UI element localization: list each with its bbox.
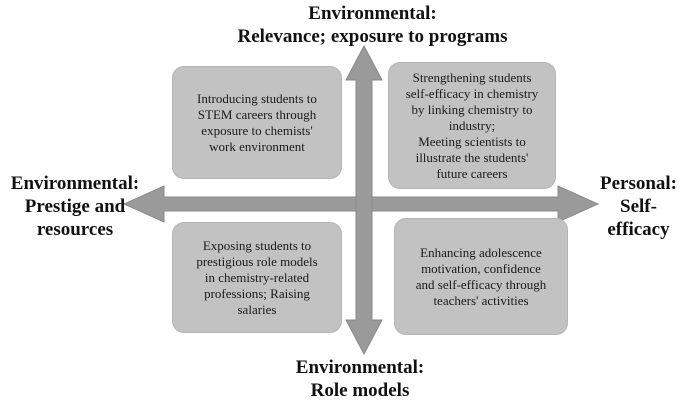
quadrant-box-top-left [172, 66, 342, 179]
box-line: Exposing students to [202, 237, 312, 253]
quadrant-box-bottom-right [394, 218, 568, 335]
label-line: Self- [620, 196, 657, 217]
label-line: efficacy [607, 219, 670, 240]
label-line: Environmental: [295, 357, 425, 378]
label-line: Role models [310, 380, 410, 401]
label-relevance [200, 2, 545, 48]
label-line: Environmental: [308, 3, 437, 24]
label-line: resources [36, 219, 114, 240]
label-line: Relevance; exposure to programs [237, 26, 508, 47]
box-line: and self-efficacy through [415, 276, 547, 292]
box-line: illustrate the students' [415, 149, 529, 165]
box-line: self-efficacy in chemistry [405, 85, 539, 101]
box-line: Meeting scientists to [418, 133, 526, 149]
label-role-models [240, 356, 480, 402]
box-line: teachers' activities [433, 292, 529, 308]
box-line: Enhancing adolescence [420, 244, 542, 260]
label-self-efficacy [592, 172, 685, 241]
box-line: Introducing students to [197, 90, 317, 106]
quadrant-box-bottom-left [172, 222, 342, 333]
box-text [406, 70, 539, 182]
box-text [416, 245, 546, 309]
box-line: by linking chemistry to [411, 101, 533, 117]
box-text [196, 238, 317, 318]
box-line: prestigious role models [196, 253, 318, 269]
box-line: motivation, confidence [421, 260, 541, 276]
label-line: Prestige and [24, 196, 126, 217]
label-prestige [0, 172, 150, 241]
box-line: salaries [237, 301, 277, 317]
label-line: Environmental: [10, 173, 140, 194]
box-line: future careers [436, 165, 508, 181]
box-line: exposure to chemists' [201, 122, 313, 138]
box-line: professions; Raising [204, 285, 310, 301]
label-line: Personal: [599, 173, 678, 194]
quadrant-box-top-right [388, 62, 556, 189]
box-line: Strengthening students [412, 69, 532, 85]
box-line: STEM careers through [197, 106, 317, 122]
box-text [197, 91, 317, 155]
box-line: in chemistry-related [204, 269, 310, 285]
box-line: work environment [209, 138, 305, 154]
box-line: industry; [448, 117, 496, 133]
